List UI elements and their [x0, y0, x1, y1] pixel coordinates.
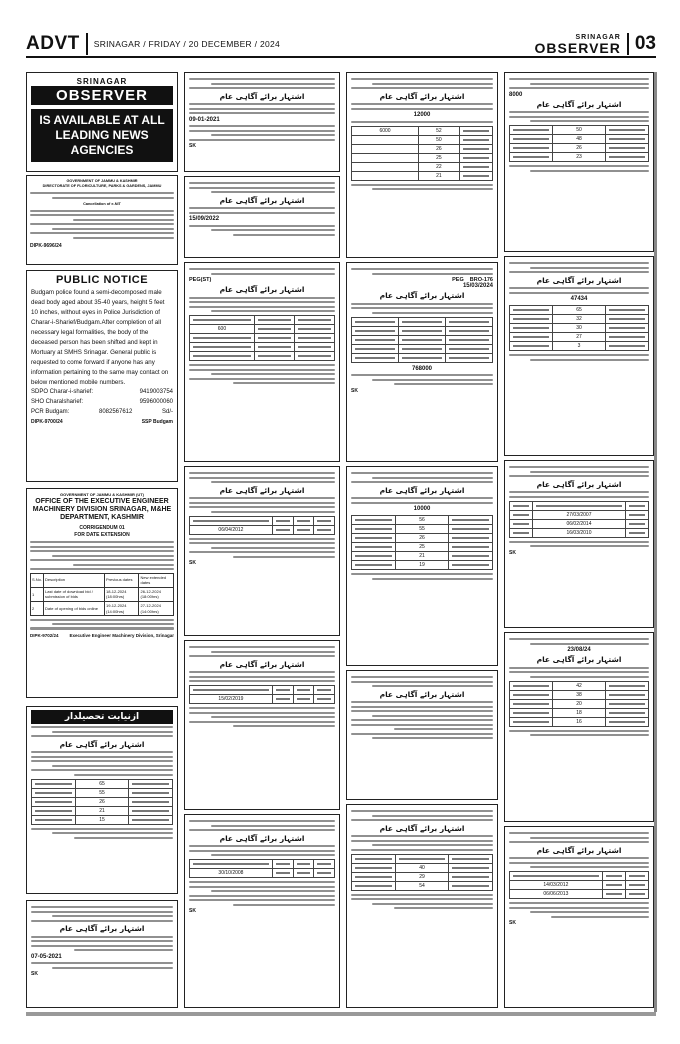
urdu-notice	[346, 72, 498, 258]
eng-cell: 26-12-2024 (18:00hrs)	[139, 587, 174, 601]
page-header	[26, 32, 656, 58]
eng-th: Previous dates	[105, 573, 139, 587]
table-cell: 30/10/2008	[190, 869, 273, 878]
urdu-notice	[346, 466, 498, 666]
urdu-notice-title: اشتہار برائے آگاہی عام	[536, 275, 622, 285]
eng-cell: 18-12-2024 (18:00hrs)	[105, 587, 139, 601]
urdu-table	[509, 871, 649, 899]
urdu-table	[189, 685, 335, 704]
cancellation-notice	[26, 175, 178, 265]
table-cell: 30	[553, 324, 606, 333]
urdu-table	[351, 854, 493, 891]
notice-amount: 768000	[411, 365, 433, 372]
public-notice-dipk: DIPK-9700/24	[31, 419, 63, 426]
obs-ad-line3: IS AVAILABLE AT ALL LEADING NEWS AGENCIES	[31, 109, 173, 162]
eng-cell: 27-12-2024 (14:00hrs)	[139, 601, 174, 615]
table-cell: 40	[395, 863, 449, 872]
table-cell: 42	[553, 681, 606, 690]
urdu-notice-title: اشتہار برائے آگاہی عام	[219, 91, 305, 101]
urdu-notice	[504, 460, 654, 628]
notice-date: 15/03/2024	[462, 283, 493, 290]
contact-label: PCR Budgam:	[31, 408, 70, 415]
table-cell: 27	[553, 333, 606, 342]
notice-amount: 10000	[413, 506, 431, 513]
brand-main: OBSERVER	[534, 39, 621, 56]
notice-date: 07-05-2021	[31, 953, 62, 960]
table-cell: 16/03/2010	[533, 528, 626, 537]
table-cell: 6000	[352, 126, 419, 135]
urdu-table	[189, 859, 335, 878]
table-cell: 600	[190, 325, 255, 334]
table-cell: 55	[75, 788, 129, 797]
masthead-brand	[535, 34, 621, 55]
table-cell: 29	[395, 872, 449, 881]
eng-corrigendum: CORRIGENDUM 01	[79, 524, 125, 531]
cancel-title: Cancellation of e-NIT	[83, 201, 121, 206]
urdu-notice-title: اشتہار برائے آگاہی عام	[536, 99, 622, 109]
contact-row	[31, 388, 173, 398]
eng-gov: GOVERNMENT OF JAMMU & KASHMIR (UT)	[60, 492, 144, 497]
urdu-table	[31, 779, 173, 825]
notice-code: PEG(ST)	[189, 277, 212, 284]
table-cell: 26	[419, 144, 460, 153]
urdu-notice	[504, 632, 654, 822]
urdu-table	[351, 317, 493, 363]
eng-th: Description	[44, 573, 105, 587]
table-cell: 18	[553, 708, 606, 717]
observer-ad	[26, 72, 178, 172]
table-cell: 23	[553, 153, 606, 162]
urdu-notice-title: اشتہار برائے آگاہی عام	[219, 195, 305, 205]
table-cell: 48	[553, 135, 606, 144]
table-cell: 65	[553, 306, 606, 315]
public-notice-body: Budgam police found a semi-decomposed male dead body aged about 35-40 years, height 5 feet 10 inches, without eyes in Police Jurisdiction of Charar-i-Sharief/Budgam.After completion of all necessary legal formalities, the body of the deceased person has been shifted and kept in Mortuary at SMHS Srinagar. General public is requested to come forward if anyone has any information pertaining to the same may contact on below mentioned mobile numbers.	[31, 289, 169, 387]
table-cell: 26	[395, 534, 449, 543]
urdu-table	[351, 126, 493, 181]
urdu-notice-title: اشتہار برائے آگاہی عام	[59, 924, 145, 934]
eng-dipk: DIPK-9702/24	[30, 632, 59, 638]
obs-ad-line2: OBSERVER	[31, 86, 173, 105]
table-cell: 06/02/2014	[533, 519, 626, 528]
urdu-notice-title: اشتہار برائے آگاہی عام	[379, 823, 465, 833]
table-cell: 25	[419, 153, 460, 162]
sk-mark: SK	[31, 971, 38, 978]
urdu-table	[189, 516, 335, 535]
eng-th: New extended dates	[139, 573, 174, 587]
sk-mark: SK	[509, 549, 516, 556]
urdu-notice	[184, 640, 340, 810]
eng-th: S.No.	[31, 573, 44, 587]
contact-row	[31, 408, 173, 418]
table-cell: 56	[395, 516, 449, 525]
table-cell: 15/02/2019	[190, 695, 273, 704]
urdu-notice-title: اشتہار برائے آگاہی عام	[219, 485, 305, 495]
urdu-notice-title: اشتہار برائے آگاہی عام	[379, 291, 465, 301]
notice-amount: 12000	[413, 112, 431, 119]
table-cell: 50	[419, 135, 460, 144]
table-cell: 26	[75, 797, 129, 806]
table-cell: 15	[75, 815, 129, 824]
urdu-table	[509, 125, 649, 162]
urdu-notice	[346, 670, 498, 800]
urdu-notice	[346, 262, 498, 462]
table-cell: 14/03/2012	[510, 881, 603, 890]
sk-mark: SK	[509, 920, 516, 927]
table-cell: 26	[553, 144, 606, 153]
side-rule	[654, 72, 657, 1012]
eng-cell: 2	[31, 601, 44, 615]
page-number: 03	[627, 33, 656, 55]
table-cell: 38	[553, 690, 606, 699]
sk-mark: SK	[189, 560, 196, 567]
notice-code: BRO-176	[469, 277, 493, 284]
urdu-notice	[504, 256, 654, 456]
urdu-notice	[184, 72, 340, 172]
sk-mark: SK	[351, 387, 358, 394]
table-cell: 19	[395, 561, 449, 570]
table-cell: 32	[553, 315, 606, 324]
urdu-notice	[184, 176, 340, 258]
urdu-notice-title: اشتہار برائے آگاہی عام	[379, 689, 465, 699]
notice-amount: 47434	[570, 296, 588, 303]
contact-row	[31, 398, 173, 408]
urdu-table	[351, 515, 493, 570]
contact-number: 9596000060	[139, 399, 173, 406]
table-cell: 27/03/2007	[533, 510, 626, 519]
table-cell: 54	[395, 881, 449, 890]
urdu-notice	[26, 706, 178, 894]
urdu-notice	[184, 814, 340, 1008]
contact-number: 9419003754	[139, 389, 173, 396]
eng-cell: Date of opening of bids online	[44, 601, 105, 615]
section-label: ADVT	[26, 33, 88, 55]
urdu-notice-title: اشتہار برائے آگاہی عام	[219, 659, 305, 669]
table-cell: 21	[419, 171, 460, 180]
table-cell: 20	[553, 699, 606, 708]
table-cell: 06/06/2013	[510, 890, 603, 899]
notice-amount: 8000	[509, 91, 523, 98]
urdu-notice-title: اشتہار برائے آگاہی عام	[379, 91, 465, 101]
notice-date: 23/08/24	[567, 647, 591, 654]
urdu-notice-heading: ازنیابت تحصیلدار	[31, 710, 173, 724]
urdu-notice	[184, 466, 340, 636]
eng-signatory: Executive Engineer Machinery Division, Srinagar	[69, 632, 174, 638]
notice-date: 09-01-2021	[189, 116, 220, 123]
eng-subtitle: FOR DATE EXTENSION	[74, 531, 130, 538]
cancel-dept: DIRECTORATE OF FLORICULTURE, PARKS & GARDENS, JAMMU	[42, 184, 162, 189]
public-notice-signatory: SSP Budgam	[141, 419, 173, 426]
table-cell: 52	[419, 126, 460, 135]
urdu-notice-title: اشتہار برائے آگاہی عام	[536, 479, 622, 489]
eng-office: OFFICE OF THE EXECUTIVE ENGINEER MACHINERY DIVISION SRINAGAR, M&HE DEPARTMENT, KASHMIR	[32, 497, 172, 522]
eng-table	[30, 573, 174, 617]
table-cell: 21	[75, 806, 129, 815]
dateline: SRINAGAR / FRIDAY / 20 DECEMBER / 2024	[93, 39, 281, 49]
table-cell: 25	[395, 543, 449, 552]
urdu-notice	[346, 804, 498, 1008]
table-cell: 21	[395, 552, 449, 561]
cancel-dipk: DIPK-9696/24	[30, 242, 62, 249]
urdu-notice-title: اشتہار برائے آگاہی عام	[536, 845, 622, 855]
urdu-notice-title: اشتہار برائے آگاہی عام	[379, 485, 465, 495]
urdu-notice	[504, 826, 654, 1008]
obs-ad-line1: SRINAGAR	[76, 77, 128, 86]
table-cell: 65	[75, 779, 129, 788]
table-cell: 16	[553, 717, 606, 726]
engineer-notice	[26, 488, 178, 698]
sd-mark: Sd/-	[161, 408, 173, 415]
urdu-notice-title: اشتہار برائے آگاہی عام	[536, 655, 622, 665]
urdu-notice-title: اشتہار برائے آگاہی عام	[59, 739, 145, 749]
sk-mark: SK	[189, 908, 196, 915]
contact-label: SDPO Charar-i-sharief:	[31, 389, 94, 396]
contact-label: SHO Charalsharief:	[31, 399, 84, 406]
urdu-notice	[26, 900, 178, 1008]
table-cell: 06/04/2012	[190, 525, 273, 534]
urdu-table	[509, 681, 649, 727]
table-cell: 3	[553, 342, 606, 351]
eng-cell: Last date of download bid / submission of bids	[44, 587, 105, 601]
urdu-notice-title: اشتہار برائے آگاہی عام	[219, 833, 305, 843]
contact-number: 8082567612	[98, 408, 133, 415]
urdu-notice	[504, 72, 654, 252]
public-notice-title: PUBLIC NOTICE	[55, 274, 149, 286]
urdu-table	[509, 305, 649, 351]
eng-cell: 19-12-2024 (14:00hrs)	[105, 601, 139, 615]
notice-code: PEG	[452, 277, 464, 284]
notice-date: 15/09/2022	[189, 216, 220, 223]
cancel-gov: GOVERNMENT OF JAMMU & KASHMIR	[66, 179, 138, 183]
table-cell: 22	[419, 162, 460, 171]
eng-cell: 1	[31, 587, 44, 601]
urdu-table	[509, 501, 649, 538]
brand-top: SRINAGAR	[575, 33, 621, 41]
urdu-notice-title: اشتہار برائے آگاہی عام	[219, 285, 305, 295]
table-cell: 55	[395, 525, 449, 534]
public-notice	[26, 270, 178, 482]
urdu-notice	[184, 262, 340, 462]
bottom-rule	[26, 1012, 656, 1016]
sk-mark: SK	[189, 143, 196, 150]
urdu-table	[189, 315, 335, 361]
table-cell: 50	[553, 126, 606, 135]
